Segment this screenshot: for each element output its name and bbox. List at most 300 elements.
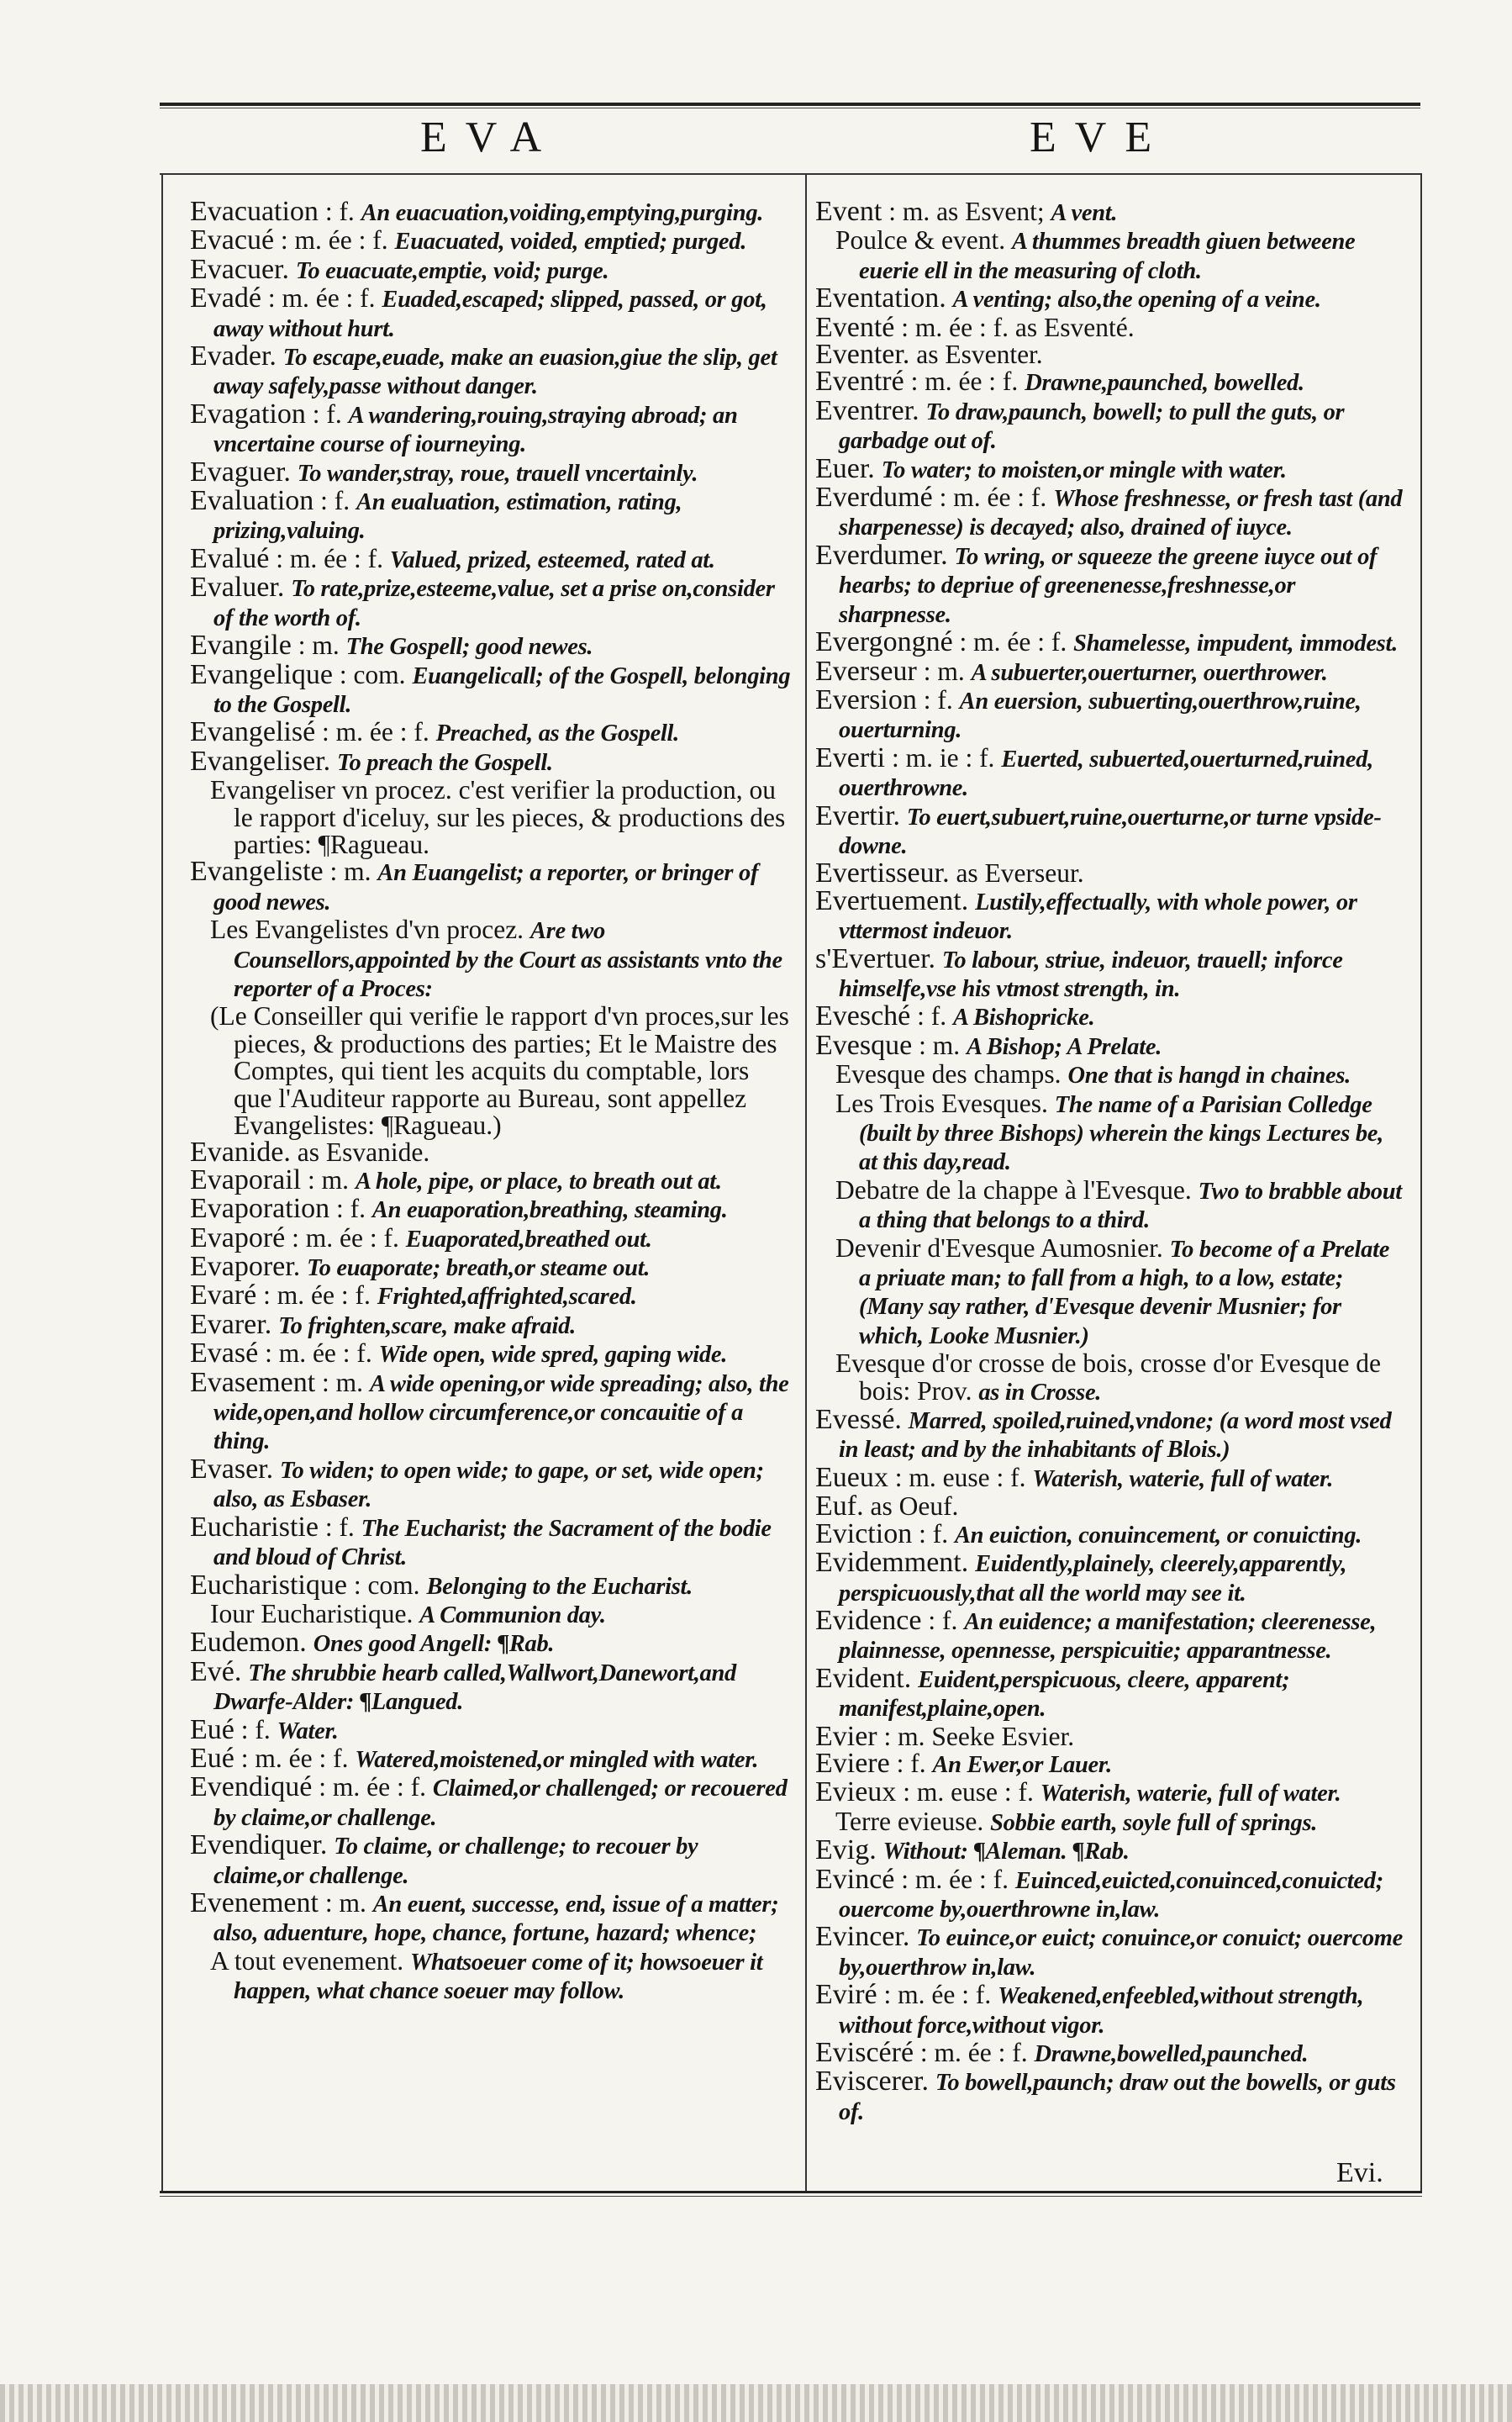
dictionary-entry [190, 1829, 792, 1890]
grammar-note: : m. [323, 857, 378, 887]
definition: Water. [277, 1718, 339, 1744]
dictionary-entry [190, 253, 792, 285]
grammar-note: : m. [912, 1030, 967, 1060]
dictionary-entry [190, 1945, 792, 2006]
headword: Evaporer. [190, 1251, 301, 1283]
definition: A thummes breadth giuen betweene euerie ell in the measuring of cloth. [859, 229, 1356, 284]
definition: A hole, pipe, or place, to breath out at. [355, 1168, 722, 1195]
dictionary-entry [815, 857, 1404, 889]
grammar-note: : m. euse : f. [888, 1462, 1033, 1492]
grammar-note: : f. [318, 198, 361, 226]
headword: Eueux [815, 1461, 888, 1493]
headword: Evagation [190, 398, 306, 430]
definition: A venting; also,the opening of a veine. [952, 287, 1321, 314]
grammar-note: : f. [318, 1512, 361, 1542]
dictionary-entry [190, 398, 792, 459]
grammar-note: Devenir d'Evesque Aumosnier. [835, 1232, 1170, 1263]
grammar-note [968, 1548, 975, 1577]
definition: A Bishopricke. [953, 1005, 1095, 1032]
definition: The name of a Parisian Colledge (built by three Bishops) wherein the kings Lectures be, at this day,read. [859, 1091, 1383, 1176]
dictionary-entry [815, 339, 1404, 371]
grammar-note: : m. [916, 656, 972, 686]
bottom-rule [160, 2191, 1422, 2193]
definition: Claimed,or challenged; or recouered by claime,or challenge. [213, 1776, 788, 1831]
definition: To widen; to open wide; to gape, or set, wide open; also, as Esbaser. [213, 1457, 764, 1513]
definition: A Communion day. [419, 1601, 606, 1628]
dictionary-entry [190, 1195, 792, 1224]
definition: To labour, striue, indeuor, trauell; inforce himselfe,vse his vtmost strength, in. [839, 947, 1343, 1002]
headword: Euer. [815, 452, 875, 484]
grammar-note: Les Evangelistes d'vn procez. [210, 915, 530, 945]
definition: Euidently,plainely, cleerely,apparently, perspicuously,that all the world may see it. [839, 1551, 1347, 1607]
definition: Ones good Angell: ¶Rab. [313, 1631, 555, 1658]
headword: Evaluer. [190, 572, 285, 604]
grammar-note: : f. [305, 398, 349, 429]
grammar-note: : m. ée : f. [269, 543, 390, 573]
definition: A vent. [1051, 200, 1118, 226]
dictionary-entry [190, 1340, 792, 1369]
headword: Evaluation [190, 485, 314, 517]
grammar-note [919, 396, 926, 425]
headword: Eviere [815, 1747, 890, 1779]
definition: Valued, prized, esteemed, rated at. [389, 546, 715, 573]
definition: Euacuated, voided, emptied; purged. [394, 229, 747, 256]
grammar-note [946, 283, 953, 313]
headword: Evaporail [190, 1164, 302, 1195]
dictionary-entry [815, 1000, 1404, 1032]
definition: Marred, spoiled,ruined,vndone; (a word most vsed in least; and by the inhabitants of Blois.) [839, 1408, 1392, 1464]
definition: Whose freshnesse, or fresh tast (and sharpenesse) is decayed; also, drained of iuyce. [839, 486, 1403, 541]
dictionary-entry [190, 632, 792, 661]
headword: Evaporé [190, 1222, 286, 1253]
definition: To wander,stray, roue, trauell vncertainly. [297, 460, 698, 487]
running-header [160, 113, 1420, 180]
grammar-note [948, 541, 955, 570]
grammar-note: as Esventer. [909, 340, 1043, 370]
grammar-note: : m. [315, 1367, 370, 1397]
definition: Sobbie earth, soyle full of springs. [990, 1809, 1318, 1836]
definition: An euaporation,breathing, steaming. [371, 1197, 728, 1224]
headword: Eviscéré [815, 2037, 914, 2068]
dictionary-entry [815, 452, 1404, 484]
dictionary-entry [815, 1061, 1404, 1090]
grammar-note: : m. ée : f. [952, 627, 1074, 657]
dictionary-entry [815, 282, 1404, 314]
dictionary-entry [815, 368, 1404, 397]
dictionary-entry [190, 1308, 792, 1340]
dictionary-entry [815, 1863, 1404, 1924]
headword: Evasé [190, 1338, 259, 1369]
headword: Eversion [815, 683, 917, 715]
grammar-note [289, 255, 296, 284]
dictionary-entry [815, 1720, 1404, 1752]
grammar-note: : m. ée : f. [312, 1772, 433, 1802]
definition: Euerted, subuerted,ouerturned,ruined, ouerthrowne. [839, 746, 1373, 802]
definition: Waterish, waterie, full of water. [1032, 1465, 1334, 1492]
grammar-note [911, 1664, 918, 1693]
grammar-note: : f. [910, 1001, 954, 1032]
grammar-note: : f. [313, 486, 357, 516]
grammar-note: : m. ée : f. [904, 367, 1025, 397]
grammar-note [291, 457, 298, 487]
definition: To euacuate,emptie, void; purge. [295, 257, 609, 284]
dictionary-entry [815, 1517, 1404, 1549]
headword: Evaser. [190, 1453, 274, 1485]
grammar-note [300, 1252, 307, 1281]
scan-edge [0, 2384, 1512, 2422]
grammar-note: : m. ée : f. [256, 1280, 377, 1311]
grammar-note: : m. ée : f. [315, 717, 436, 747]
grammar-note: Evesque des champs. [835, 1059, 1068, 1090]
grammar-note: Evesque d'or crosse de bois, crosse d'or Evesque de bois: Prov. [835, 1348, 1382, 1406]
grammar-note: : m. Seeke Esvier. [877, 1721, 1075, 1751]
dictionary-entry [815, 799, 1404, 861]
dictionary-entry [190, 658, 792, 720]
dictionary-entry [815, 1662, 1404, 1723]
headword: Evaporation [190, 1193, 330, 1225]
grammar-note [330, 747, 337, 776]
definition: Euident,perspicuous, cleere, apparent; manifest,plaine,open. [839, 1666, 1290, 1723]
dictionary-entry [815, 198, 1404, 227]
grammar-note [875, 454, 882, 483]
right-column [815, 198, 1404, 2182]
headword: Evidemment. [815, 1547, 969, 1579]
grammar-note [271, 1310, 278, 1339]
headword: Eucharistique [190, 1569, 347, 1601]
definition: Are two Counsellors,appointed by the Court as assistants vnto the reporter of a Proces: [234, 918, 782, 1002]
grammar-note: : m. [301, 1164, 356, 1195]
dictionary-entry [190, 1366, 792, 1456]
headword: Eventré [815, 366, 904, 398]
headword: Euf. [815, 1491, 864, 1522]
grammar-note: : m. ée : f. [258, 1338, 379, 1369]
dictionary-entry [815, 683, 1404, 745]
grammar-note: : f. [916, 684, 960, 715]
headword: Evincé [815, 1863, 895, 1895]
headword: Eviré [815, 1979, 877, 2011]
grammar-note [935, 944, 942, 974]
dictionary-entry [190, 1629, 792, 1658]
dictionary-entry [190, 1713, 792, 1745]
dictionary-entry [190, 224, 792, 256]
grammar-note: Evangeliser vn procez. c'est verifier la production, ou le rapport d'iceluy, sur les pieces, & productions des parties: ¶Ragueau. [210, 775, 786, 859]
dictionary-entry [815, 2039, 1404, 2068]
definition: A wide opening,or wide spreading; also, the wide,open,and hollow circumference,or concauitie of a thing. [213, 1370, 789, 1455]
headword: Event [815, 198, 882, 227]
dictionary-entry [815, 1604, 1404, 1665]
catchword: Evi. [1336, 2157, 1383, 2188]
definition: Frighted,affrighted,scared. [377, 1284, 637, 1311]
grammar-note: : m. ée : f. [914, 2038, 1035, 2067]
grammar-note: : f. [921, 1605, 965, 1635]
headword: Evanide. [190, 1137, 291, 1169]
dictionary-entry [815, 2068, 1404, 2126]
grammar-note: Terre evieuse. [835, 1806, 991, 1836]
dictionary-entry [815, 484, 1404, 542]
definition: An euidence; a manifestation; cleerenesse, plainnesse, opennesse, perspicuitie; apparantnesse. [839, 1608, 1377, 1665]
dictionary-entry [815, 1232, 1404, 1351]
definition: Euaporated,breathed out. [405, 1226, 652, 1253]
dictionary-entry [815, 394, 1404, 456]
dictionary-entry [190, 777, 792, 858]
headword: Eventé [815, 311, 895, 343]
definition: To bowell,paunch; draw out the bowells, or guts of. [839, 2070, 1396, 2125]
dictionary-entry [815, 942, 1404, 1004]
dictionary-entry [190, 1886, 792, 1948]
dictionary-entry [815, 1808, 1404, 1837]
grammar-note: as Esvanide. [290, 1137, 430, 1168]
dictionary-entry [190, 456, 792, 488]
dictionary-entry [190, 1569, 792, 1601]
definition: Whatsoeuer come of it; howsoeuer it happen, what chance soeuer may follow. [234, 1949, 763, 2005]
dictionary-entry [190, 1511, 792, 1572]
headword: Everdumer. [815, 539, 948, 571]
dictionary-entry [190, 198, 792, 227]
grammar-note: : f. [329, 1194, 372, 1224]
dictionary-entry [815, 1776, 1404, 1808]
grammar-note: : m. ée : f. [261, 283, 382, 314]
grammar-note: (Le Conseiller qui verifie le rapport d'vn proces,sur les pieces, & productions des parties; Et le Maistre des Comptes, qui tient les acquits du comptable, lors que l'Auditeur rapporte au Bureau, sont appellez Evangelistes: ¶Ragueau.) [210, 1001, 789, 1140]
grammar-note: Iour Eucharistique. [210, 1598, 420, 1628]
grammar-note [900, 801, 907, 831]
headword: Evesque [815, 1029, 913, 1061]
definition: To water; to moisten,or mingle with water. [881, 456, 1287, 483]
headword: Evincer. [815, 1921, 910, 1953]
grammar-note [307, 1628, 313, 1657]
definition: To wring, or squeeze the greene iuyce out of hearbs; to depriue of greenenesse,freshnesse,or sharpnesse. [839, 543, 1378, 628]
headword: Evendiqué [190, 1771, 313, 1803]
headword: Eventation. [815, 282, 946, 314]
grammar-note: : m. ée : f. [894, 1864, 1015, 1894]
dictionary-entry [190, 745, 792, 777]
grammar-note [902, 1405, 909, 1434]
definition: An euent, successe, end, issue of a matter; also, aduenture, hope, chance, fortune, hazard; whence; [213, 1891, 779, 1947]
grammar-note: : m. [318, 1887, 373, 1918]
headword: Evadé [190, 282, 261, 314]
definition: To draw,paunch, bowell; to pull the guts, or garbadge out of. [839, 398, 1345, 455]
dictionary-entry [190, 574, 792, 632]
dictionary-entry [815, 626, 1404, 658]
grammar-note: : m. [291, 631, 346, 661]
headword: Evangeliste [190, 856, 324, 888]
dictionary-entry [815, 1174, 1404, 1235]
dictionary-entry [190, 1164, 792, 1195]
definition: Wide open, wide spred, gaping wide. [378, 1342, 728, 1369]
dictionary-entry [815, 311, 1404, 343]
headword: Evangelique [190, 658, 333, 690]
headword: Evertisseur. [815, 857, 950, 889]
dictionary-entry [815, 884, 1404, 946]
grammar-note [273, 1454, 280, 1484]
headword: Evacué [190, 224, 275, 256]
headword: Evig. [815, 1834, 877, 1866]
headword: Evaré [190, 1280, 257, 1311]
headword: Everti [815, 741, 886, 773]
dictionary-entry [815, 1461, 1404, 1493]
dictionary-entry [190, 1771, 792, 1832]
headword: Evidence [815, 1604, 922, 1636]
definition: To frighten,scare, make afraid. [278, 1312, 576, 1339]
grammar-note [877, 1835, 883, 1865]
headword: Eventrer. [815, 394, 919, 426]
grammar-note [929, 2066, 935, 2096]
dictionary-entry [190, 716, 792, 748]
dictionary-entry [190, 542, 792, 574]
dictionary-entry [190, 1453, 792, 1514]
headword: Eviscerer. [815, 2066, 929, 2097]
headword: Evasement [190, 1366, 316, 1398]
definition: To become of a Prelate a priuate man; to fall from a high, to a low, estate; (Many say rather, d'Evesque devenir Musnier; for which, Looke Musnier.) [859, 1236, 1390, 1349]
grammar-note [968, 886, 975, 916]
definition: An eualuation, estimation, rating, prizing,valuing. [213, 489, 682, 545]
definition: Waterish, waterie, full of water. [1040, 1781, 1341, 1807]
dictionary-entry [815, 655, 1404, 687]
dictionary-entry [190, 1598, 792, 1629]
definition: An euersion, subuerting,ouerthrow,ruine, ouerturning. [839, 688, 1362, 744]
headword: Eviction [815, 1517, 913, 1549]
dictionary-entry [190, 858, 792, 916]
column-divider [805, 173, 807, 2192]
dictionary-entry [815, 539, 1404, 629]
definition: Euinced,euicted,conuinced,conuicted; ouercome by,ouerthrowne in,law. [839, 1867, 1383, 1923]
definition: One that is hangd in chaines. [1067, 1063, 1351, 1090]
dictionary-entry [815, 227, 1404, 285]
headword: Evertuement. [815, 884, 969, 916]
grammar-note: : f. [912, 1518, 955, 1549]
headword: Evendiquer. [190, 1829, 328, 1861]
headword: Evier [815, 1720, 877, 1752]
headword: Evarer. [190, 1308, 272, 1340]
dictionary-entry [815, 741, 1404, 803]
headword: Evalué [190, 542, 270, 574]
definition: Belonging to the Eucharist. [426, 1573, 693, 1600]
grammar-note: : m. euse : f. [896, 1777, 1040, 1807]
dictionary-entry [190, 1655, 792, 1717]
dictionary-entry [190, 1282, 792, 1311]
grammar-note: A tout evenement. [210, 1945, 410, 1976]
definition: Two to brabble about a thing that belongs to a third. [859, 1178, 1402, 1234]
definition: Shamelesse, impudent, immodest. [1073, 631, 1398, 657]
definition: Drawne,paunched, bowelled. [1025, 370, 1304, 397]
dictionary-entry [190, 485, 792, 546]
dictionary-entry [815, 1549, 1404, 1607]
headword: Evangelisé [190, 716, 316, 748]
definition: To escape,euade, make an euasion,giue the slip, get away safely,passe without danger. [213, 345, 777, 400]
dictionary-entry [815, 1923, 1404, 1981]
dictionary-entry [815, 1029, 1404, 1061]
grammar-note: : m. ée : f. [274, 225, 395, 256]
headword: Everseur [815, 655, 917, 687]
dictionary-entry [815, 1834, 1404, 1866]
definition: To claime, or challenge; to recouer by claime,or challenge. [213, 1834, 698, 1889]
left-column [190, 198, 792, 2182]
dictionary-entry [815, 1747, 1404, 1779]
definition: Without: ¶Aleman. ¶Rab. [882, 1839, 1130, 1865]
grammar-note: Debatre de la chappe à l'Evesque. [835, 1174, 1199, 1205]
definition: To euaporate; breath,or steame out. [307, 1255, 651, 1282]
dictionary-entry [815, 1981, 1404, 2039]
grammar-note: : m. ée : f. as Esventé. [894, 312, 1135, 342]
header-left: EVA [420, 113, 561, 161]
definition: The Eucharist; the Sacrament of the bodie and bloud of Christ. [213, 1515, 772, 1571]
definition: To preach the Gospell. [337, 749, 553, 776]
frame-left-rule [161, 173, 163, 2192]
headword: Eucharistie [190, 1511, 319, 1543]
definition: A subuerter,ouerturner, ouerthrower. [971, 659, 1328, 686]
headword: Everdumé [815, 482, 933, 514]
frame-right-rule [1420, 173, 1422, 2192]
definition: An euiction, conuincement, or conuicting. [954, 1522, 1362, 1549]
definition: An euacuation,voiding,emptying,purging. [361, 200, 764, 226]
grammar-note: : m. ée : f. [932, 483, 1054, 513]
dictionary-entry [190, 1137, 792, 1169]
headword: Evident. [815, 1662, 912, 1694]
headword: Evieux [815, 1776, 897, 1808]
top-rule [160, 103, 1420, 106]
grammar-note: : m. ée : f. [285, 1222, 406, 1253]
headword: Evaguer. [190, 456, 291, 488]
definition: An Ewer,or Lauer. [932, 1751, 1112, 1778]
grammar-note: : m. as Esvent; [882, 198, 1051, 226]
definition: as in Crosse. [978, 1379, 1102, 1406]
dictionary-entry [815, 1350, 1404, 1406]
definition: Euangelicall; of the Gospell, belonging to the Gospell. [213, 662, 791, 718]
bottom-rule-thin [160, 2196, 1422, 2197]
headword: Evangeliser. [190, 745, 331, 777]
headword: Evé. [190, 1655, 242, 1687]
definition: The Gospell; good newes. [345, 634, 593, 661]
header-rule [160, 173, 1420, 175]
definition: A Bishop; A Prelate. [966, 1033, 1162, 1060]
dictionary-entry [190, 1742, 792, 1774]
definition: Drawne,bowelled,paunched. [1034, 2041, 1309, 2067]
definition: To euince,or euict; conuince,or conuict; ouercome by,ouerthrow in,law. [839, 1925, 1403, 1981]
headword: Eudemon. [190, 1627, 307, 1659]
definition: The shrubbie hearb called,Wallwort,Danewort,and Dwarfe-Alder: ¶Langued. [213, 1660, 737, 1716]
headword: Evertir. [815, 799, 901, 831]
definition: Euaded,escaped; slipped, passed, or got, away without hurt. [213, 287, 767, 342]
grammar-note: as Oeuf. [863, 1491, 959, 1522]
definition: To rate,prize,esteeme,value, set a prise on,consider of the worth of. [213, 576, 775, 631]
headword: Evergongné [815, 626, 953, 658]
dictionary-entry [190, 1222, 792, 1253]
grammar-note: : com. [346, 1570, 427, 1600]
headword: Evangile [190, 630, 292, 662]
grammar-note: : m. ée : f. [877, 1980, 998, 2010]
definition: Preached, as the Gospell. [435, 720, 679, 747]
dictionary-entry [190, 1253, 792, 1282]
grammar-note: : com. [332, 659, 413, 689]
definition: To euert,subuert,ruine,ouerturne,or turne vpside-downe. [839, 804, 1382, 859]
dictionary-entry [190, 340, 792, 401]
headword: s'Evertuer. [815, 942, 936, 974]
headword: Evacuation [190, 198, 319, 227]
grammar-note: Les Trois Evesques. [835, 1088, 1055, 1118]
grammar-note: : f. [234, 1714, 277, 1744]
grammar-note: : m. ée : f. [234, 1743, 356, 1773]
definition: Weakened,enfeebled,without strength, without force,without vigor. [839, 1983, 1364, 2039]
dictionary-entry [190, 916, 792, 1003]
dictionary-entry [815, 1090, 1404, 1177]
headword: Evacuer. [190, 253, 289, 285]
headword: Evader. [190, 340, 277, 372]
definition: Lustily,effectually, with whole power, or vttermost indeuor. [839, 889, 1357, 945]
grammar-note [277, 341, 283, 371]
dictionary-entry [815, 1406, 1404, 1464]
headword: Eué [190, 1713, 234, 1745]
dictionary-entry [190, 282, 792, 343]
grammar-note: as Everseur. [949, 858, 1084, 889]
